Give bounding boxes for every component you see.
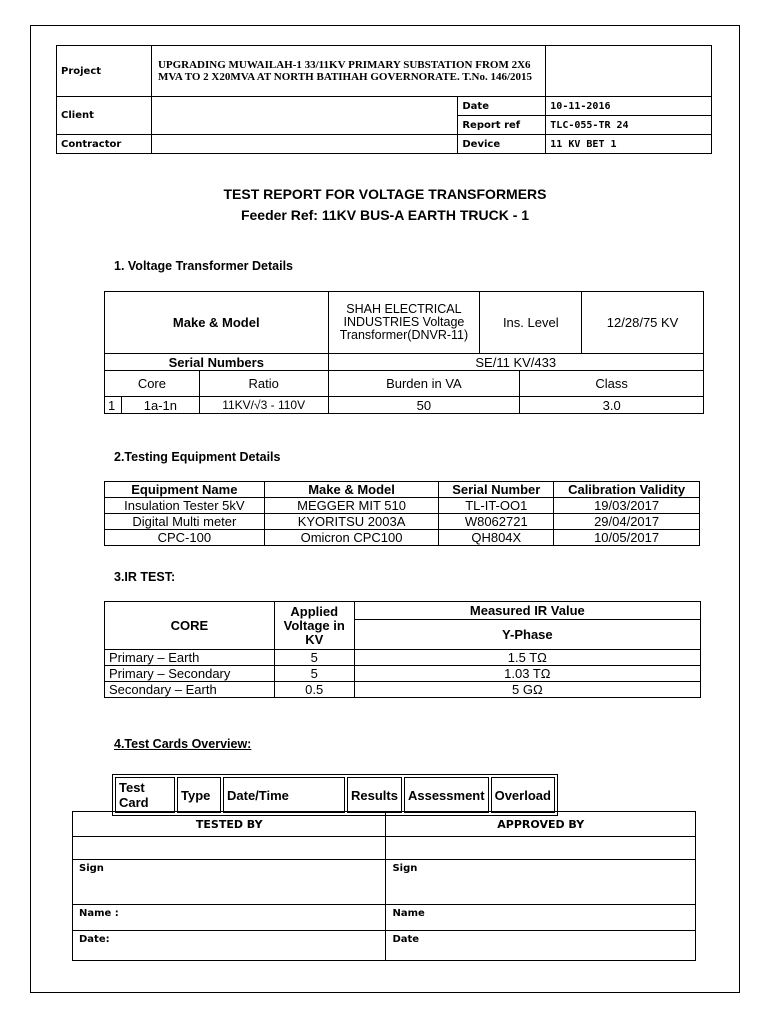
make-model-label: Make & Model [105, 292, 329, 354]
ir-core: Primary – Earth [105, 650, 275, 666]
equipment-validity: 10/05/2017 [554, 530, 700, 546]
equipment-make: KYORITSU 2003A [264, 514, 439, 530]
table-row [105, 650, 701, 666]
row-number: 1 [105, 397, 122, 414]
ir-value: 1.5 TΩ [354, 650, 700, 666]
date-right-label: Date [386, 931, 696, 961]
ir-core: Primary – Secondary [105, 666, 275, 682]
ins-level-label: Ins. Level [480, 292, 582, 354]
report-title: TEST REPORT FOR VOLTAGE TRANSFORMERS [223, 186, 547, 202]
equipment-header: Serial Number [439, 482, 554, 498]
date-time-header: Date/Time [223, 777, 345, 813]
ins-level-value: 12/28/75 KV [582, 292, 704, 354]
assessment-header: Assessment [404, 777, 489, 813]
equipment-heading: 2.Testing Equipment Details [114, 450, 281, 464]
equipment-table [104, 481, 700, 546]
vt-details-table [104, 291, 704, 414]
measured-ir-header: Measured IR Value [354, 602, 700, 620]
ir-test-heading: 3.IR TEST: [114, 570, 176, 584]
tested-by-blank [73, 837, 386, 860]
vt-details-heading: 1. Voltage Transformer Details [114, 259, 293, 273]
approved-by-blank [386, 837, 696, 860]
approved-by-label: APPROVED BY [386, 812, 696, 837]
feeder-ref: Feeder Ref: 11KV BUS-A EARTH TRUCK - 1 [240, 207, 530, 223]
equipment-header: Equipment Name [105, 482, 265, 498]
project-empty-cell [546, 46, 712, 97]
table-row [105, 530, 700, 546]
burden-value: 50 [328, 397, 520, 414]
core-header: Core [105, 371, 200, 397]
ir-voltage: 5 [274, 666, 354, 682]
y-phase-header: Y-Phase [354, 620, 700, 650]
report-ref-label: Report ref [458, 116, 546, 135]
date-left-label: Date: [73, 931, 386, 961]
equipment-serial: TL-IT-OO1 [439, 498, 554, 514]
equipment-validity: 19/03/2017 [554, 498, 700, 514]
ratio-header: Ratio [199, 371, 328, 397]
client-value [151, 97, 457, 135]
equipment-make: MEGGER MIT 510 [264, 498, 439, 514]
report-ref-value: TLC-055-TR 24 [546, 116, 712, 135]
ir-voltage: 0.5 [274, 682, 354, 698]
ir-voltage: 5 [274, 650, 354, 666]
signature-table [72, 811, 696, 961]
table-row [105, 514, 700, 530]
project-value: UPGRADING MUWAILAH-1 33/11KV PRIMARY SUBSTATION FROM 2X6 MVA TO 2 X20MVA AT NORTH BATIHAH GOVERNORATE. T.No. 146/2015 [151, 46, 545, 97]
core-header: CORE [105, 602, 275, 650]
tested-by-label: TESTED BY [73, 812, 386, 837]
ratio-value: 11KV/√3 - 110V [199, 397, 328, 414]
type-header: Type [177, 777, 221, 813]
equipment-make: Omicron CPC100 [264, 530, 439, 546]
table-row [105, 666, 701, 682]
sign-right-label: Sign [386, 860, 696, 905]
applied-voltage-header: Applied Voltage in KV [274, 602, 354, 650]
name-right-label: Name [386, 905, 696, 931]
equipment-name: Insulation Tester 5kV [105, 498, 265, 514]
equipment-validity: 29/04/2017 [554, 514, 700, 530]
contractor-value [151, 135, 457, 154]
contractor-label: Contractor [57, 135, 152, 154]
burden-header: Burden in VA [328, 371, 520, 397]
name-left-label: Name : [73, 905, 386, 931]
test-cards-table [112, 774, 558, 816]
equipment-serial: W8062721 [439, 514, 554, 530]
date-value: 10-11-2016 [546, 97, 712, 116]
client-label: Client [57, 97, 152, 135]
results-header: Results [347, 777, 402, 813]
table-row [105, 682, 701, 698]
serial-numbers-value: SE/11 KV/433 [328, 354, 704, 371]
test-cards-heading: 4.Test Cards Overview: [114, 737, 252, 751]
ir-core: Secondary – Earth [105, 682, 275, 698]
class-value: 3.0 [520, 397, 704, 414]
core-value: 1a-1n [121, 397, 199, 414]
equipment-serial: QH804X [439, 530, 554, 546]
serial-numbers-label: Serial Numbers [105, 354, 329, 371]
project-label: Project [57, 46, 152, 97]
equipment-header: Calibration Validity [554, 482, 700, 498]
ir-value: 1.03 TΩ [354, 666, 700, 682]
device-label: Device [458, 135, 546, 154]
date-label: Date [458, 97, 546, 116]
ir-test-table [104, 601, 701, 698]
table-row [105, 498, 700, 514]
report-page [30, 25, 740, 993]
make-model-value: SHAH ELECTRICAL INDUSTRIES Voltage Transformer(DNVR-11) [328, 292, 480, 354]
equipment-name: Digital Multi meter [105, 514, 265, 530]
header-table [56, 45, 712, 154]
test-card-header: Test Card [115, 777, 175, 813]
ir-value: 5 GΩ [354, 682, 700, 698]
device-value: 11 KV BET 1 [546, 135, 712, 154]
equipment-name: CPC-100 [105, 530, 265, 546]
overload-header: Overload [491, 777, 555, 813]
equipment-header: Make & Model [264, 482, 439, 498]
class-header: Class [520, 371, 704, 397]
sign-left-label: Sign [73, 860, 386, 905]
